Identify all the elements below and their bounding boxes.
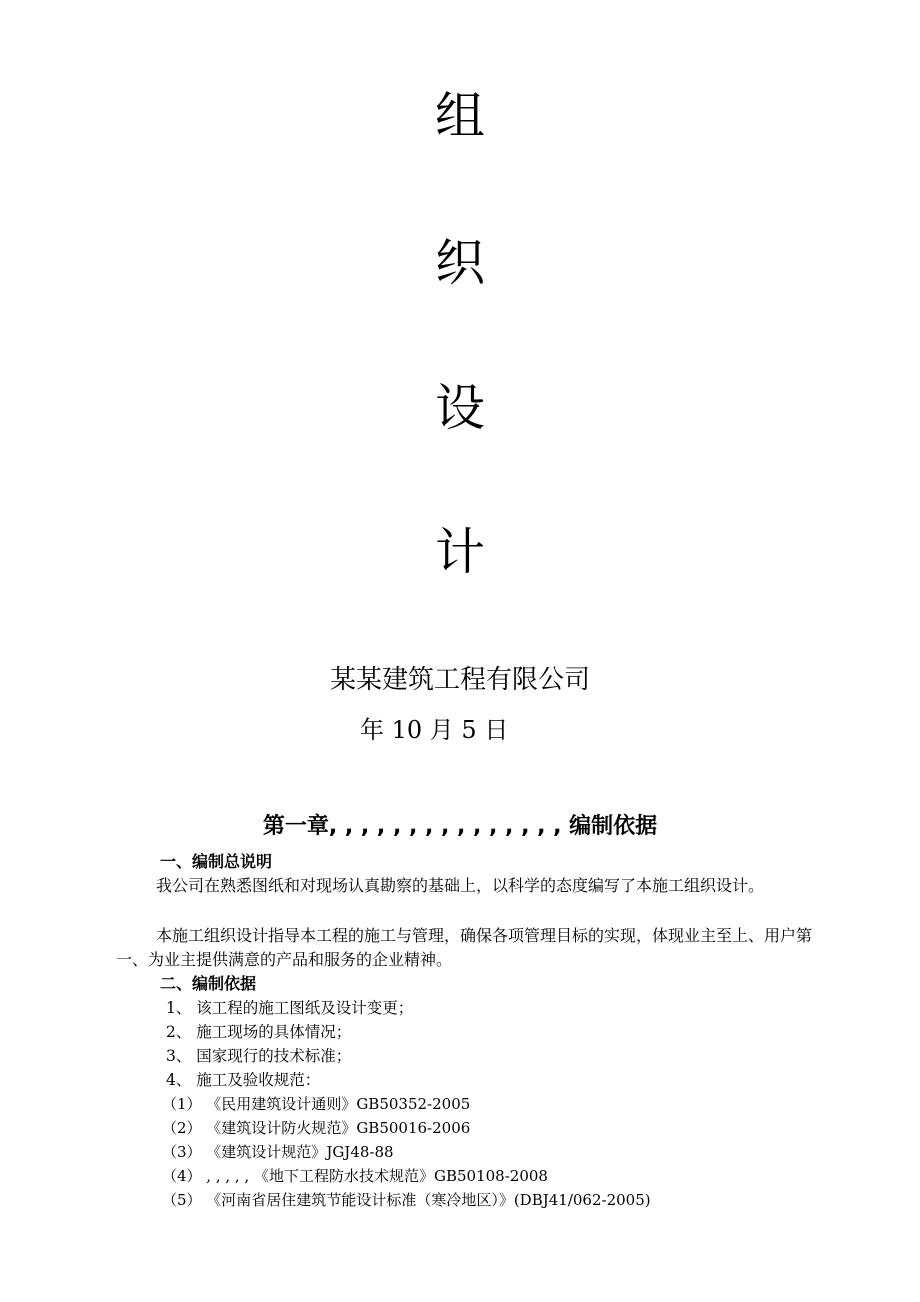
paragraph-1: 我公司在熟悉图纸和对现场认真勘察的基础上，以科学的态度编写了本施工组织设计。	[156, 876, 765, 895]
basis-item-4: 4、 施工及验收规范：	[166, 1071, 321, 1089]
company-name: 某某建筑工程有限公司	[329, 665, 590, 695]
standard-item-1: （1） 《民用建筑设计通则》GB50352-2005	[162, 1095, 471, 1113]
standard-item-5: （5） 《河南省居住建筑节能设计标准（寒冷地区）》(DBJ41/062-2005)	[162, 1191, 651, 1209]
chapter-title: 第一章, , , , , , , , , , , , , , , 编制依据	[262, 814, 658, 839]
cover-date: 年 10 月 5 日	[360, 716, 509, 744]
basis-item-3: 3、 国家现行的技术标准；	[166, 1047, 352, 1065]
paragraph-2: 本施工组织设计指导本工程的施工与管理，确保各项管理目标的实现，体现业主至上、用户第一、为业主提供满意的产品和服务的企业精神。	[116, 926, 813, 969]
cover-title-char-3: 设	[435, 379, 485, 437]
basis-item-1: 1、 该工程的施工图纸及设计变更；	[166, 999, 414, 1017]
cover-title-char-1: 组	[435, 87, 485, 145]
section-heading-general: 一、编制总说明	[160, 852, 273, 871]
standard-item-4: （4） , , , , , 《地下工程防水技术规范》GB50108-2008	[162, 1167, 548, 1185]
basis-item-2: 2、 施工现场的具体情况；	[166, 1023, 352, 1041]
cover-title-char-4: 计	[435, 523, 485, 581]
section-heading-basis: 二、编制依据	[160, 974, 257, 993]
standard-item-2: （2） 《建筑设计防火规范》GB50016-2006	[162, 1119, 471, 1137]
standard-item-3: （3） 《建筑设计规范》JGJ48-88	[162, 1143, 394, 1161]
cover-title-char-2: 织	[435, 234, 485, 292]
